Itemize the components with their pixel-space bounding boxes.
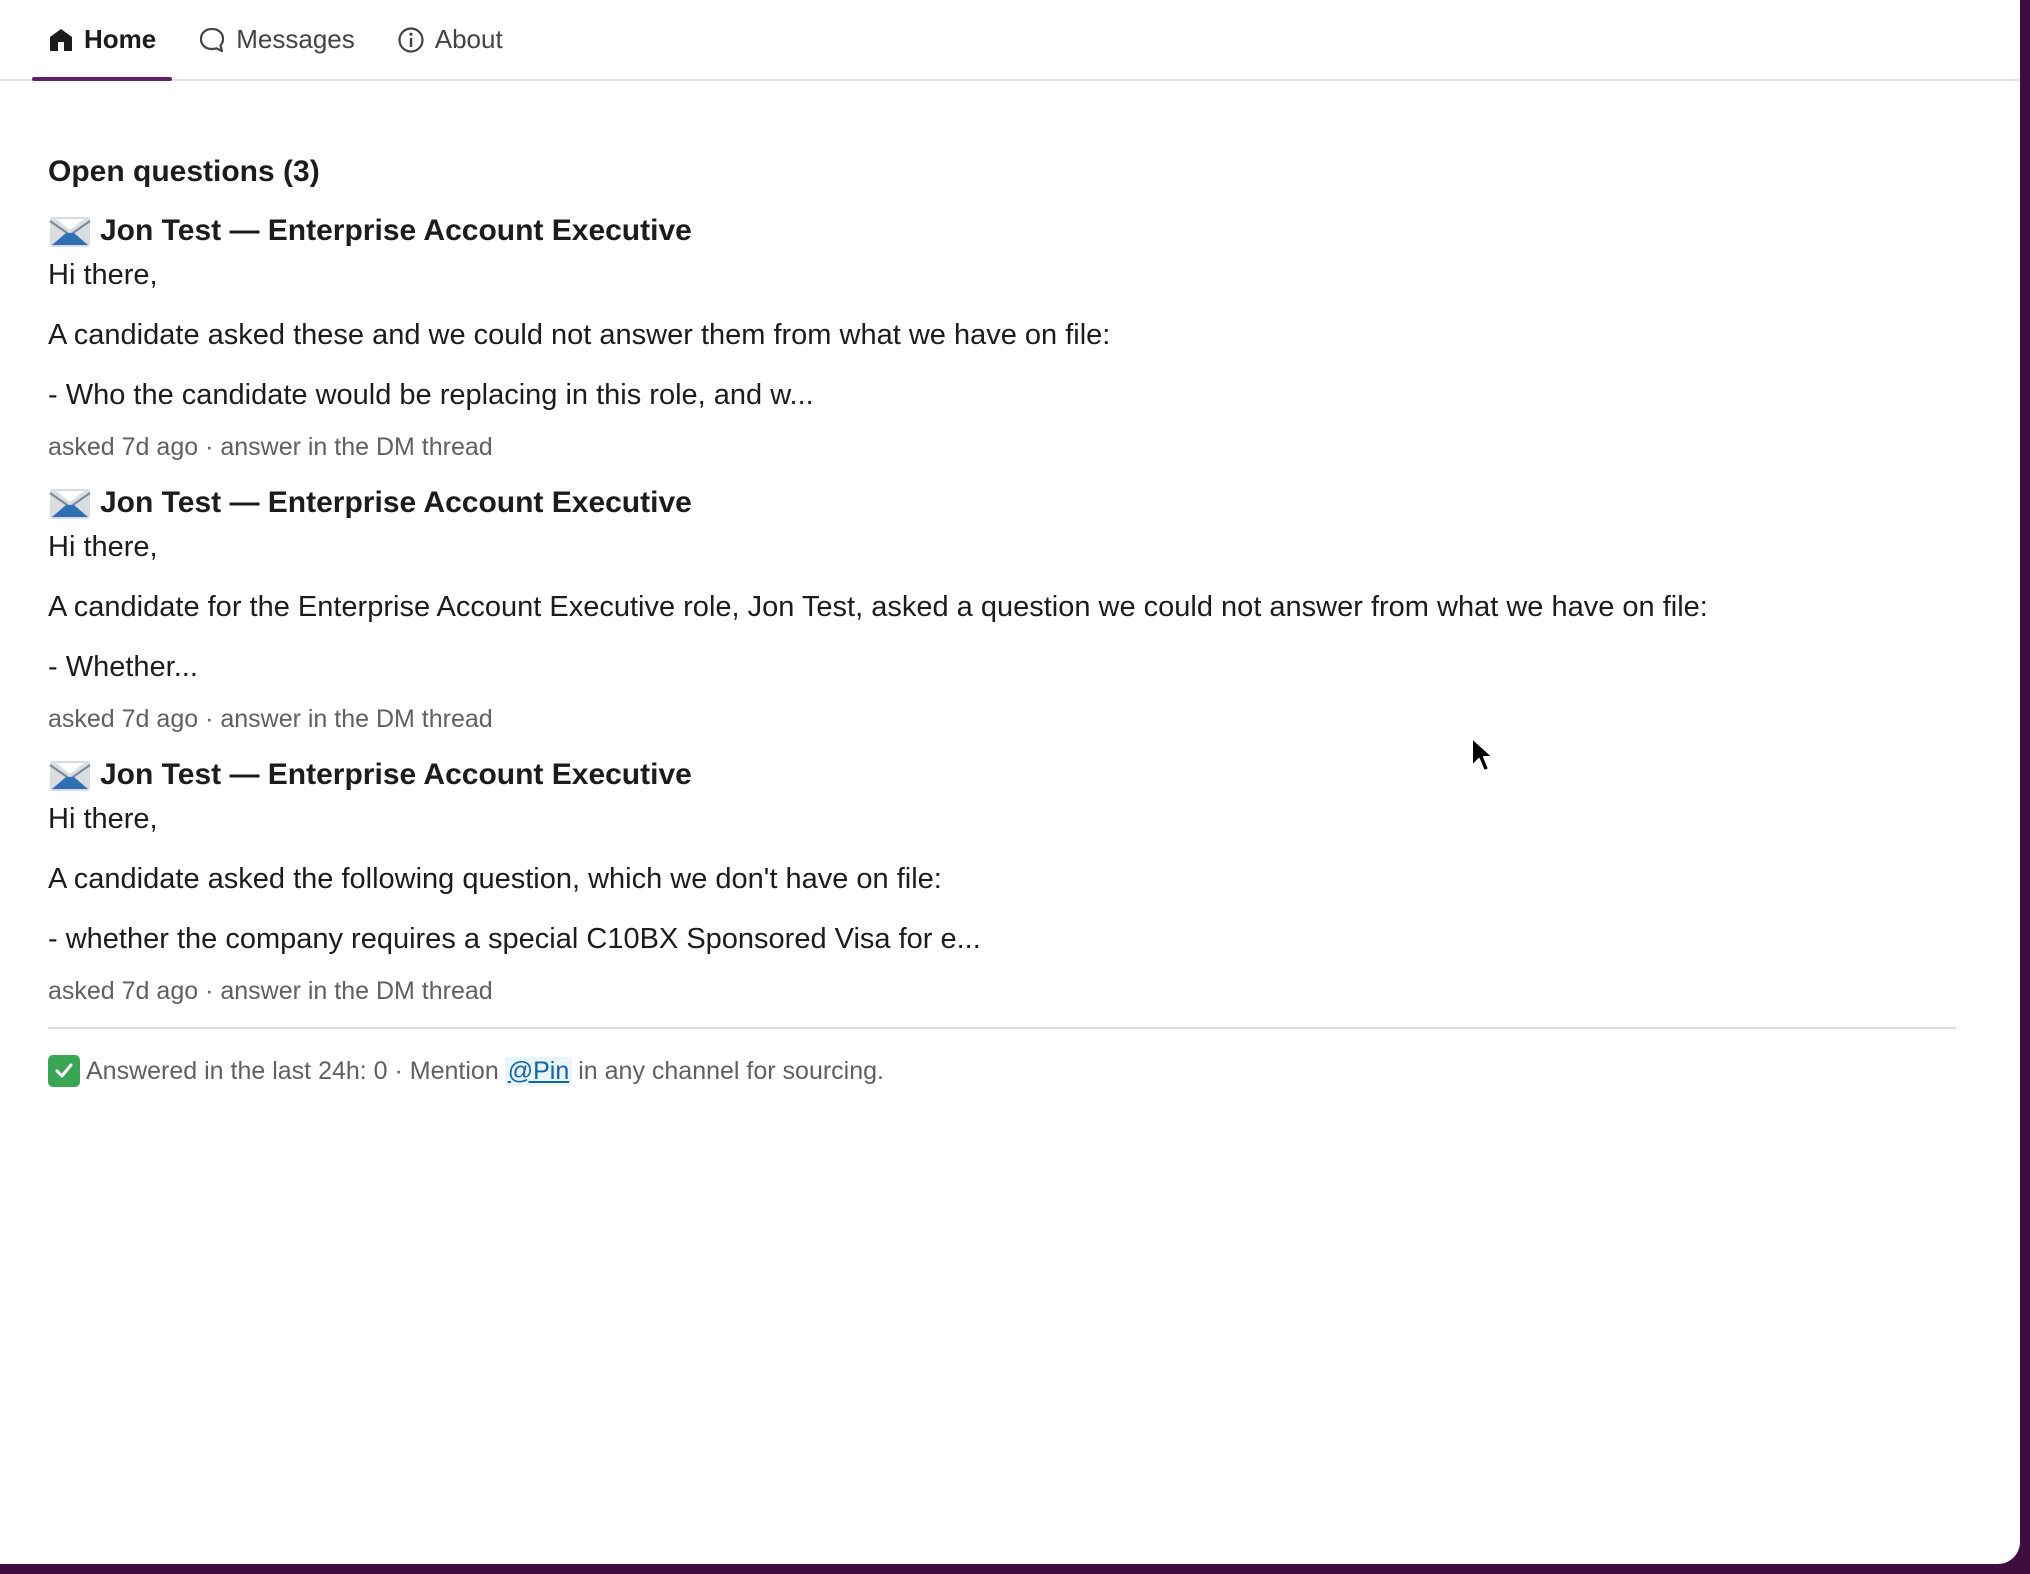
question-greeting: Hi there, (48, 531, 158, 563)
section-title: Open questions (3) (48, 155, 320, 188)
home-icon (48, 27, 74, 53)
question-title: Jon Test — Enterprise Account Executive (100, 214, 692, 247)
question-snippet: - Whether... (48, 651, 198, 683)
question-header (48, 481, 1972, 525)
question-snippet: - whether the company requires a special C10BX Sponsored Visa for e... (48, 923, 981, 955)
tab-label: Messages (236, 24, 355, 54)
question-header (48, 209, 1972, 253)
question-body: A candidate asked these and we could not answer them from what we have on file: (48, 319, 1111, 351)
question-item (48, 481, 1972, 737)
footer-suffix: in any channel for sourcing. (578, 1056, 884, 1085)
tab-bar (0, 0, 2020, 81)
envelope-icon (48, 211, 92, 251)
tab-about[interactable] (381, 0, 519, 79)
question-title: Jon Test — Enterprise Account Executive (100, 486, 692, 519)
question-item (48, 209, 1972, 465)
question-meta: asked 7d ago · answer in the DM thread (48, 433, 493, 461)
home-content (0, 151, 2020, 1089)
question-header (48, 753, 1972, 797)
question-greeting: Hi there, (48, 259, 158, 291)
question-meta: asked 7d ago · answer in the DM thread (48, 705, 493, 733)
question-title: Jon Test — Enterprise Account Executive (100, 758, 692, 791)
question-body: A candidate asked the following question, which we don't have on file: (48, 863, 942, 895)
question-body: A candidate for the Enterprise Account Executive role, Jon Test, asked a question we could not answer from what we have on file: (48, 591, 1708, 623)
check-mark-icon (48, 1055, 80, 1087)
footer-status (48, 1053, 1972, 1089)
tab-home[interactable] (32, 0, 172, 79)
question-snippet: - Who the candidate would be replacing in this role, and w... (48, 379, 814, 411)
envelope-icon (48, 483, 92, 523)
question-meta: asked 7d ago · answer in the DM thread (48, 977, 493, 1005)
tab-label: Home (84, 24, 157, 54)
question-greeting: Hi there, (48, 803, 158, 835)
tab-label: About (434, 24, 503, 54)
tab-messages[interactable] (182, 0, 371, 79)
pin-mention-link[interactable]: @Pin (505, 1057, 573, 1086)
chat-bubble-icon (198, 26, 226, 54)
divider (48, 1027, 1956, 1029)
info-icon (397, 26, 425, 54)
mouse-cursor-icon (1470, 736, 1496, 776)
question-item (48, 753, 1972, 1009)
envelope-icon (48, 755, 92, 795)
footer-prefix: Answered in the last 24h: 0 · Mention (86, 1056, 499, 1085)
